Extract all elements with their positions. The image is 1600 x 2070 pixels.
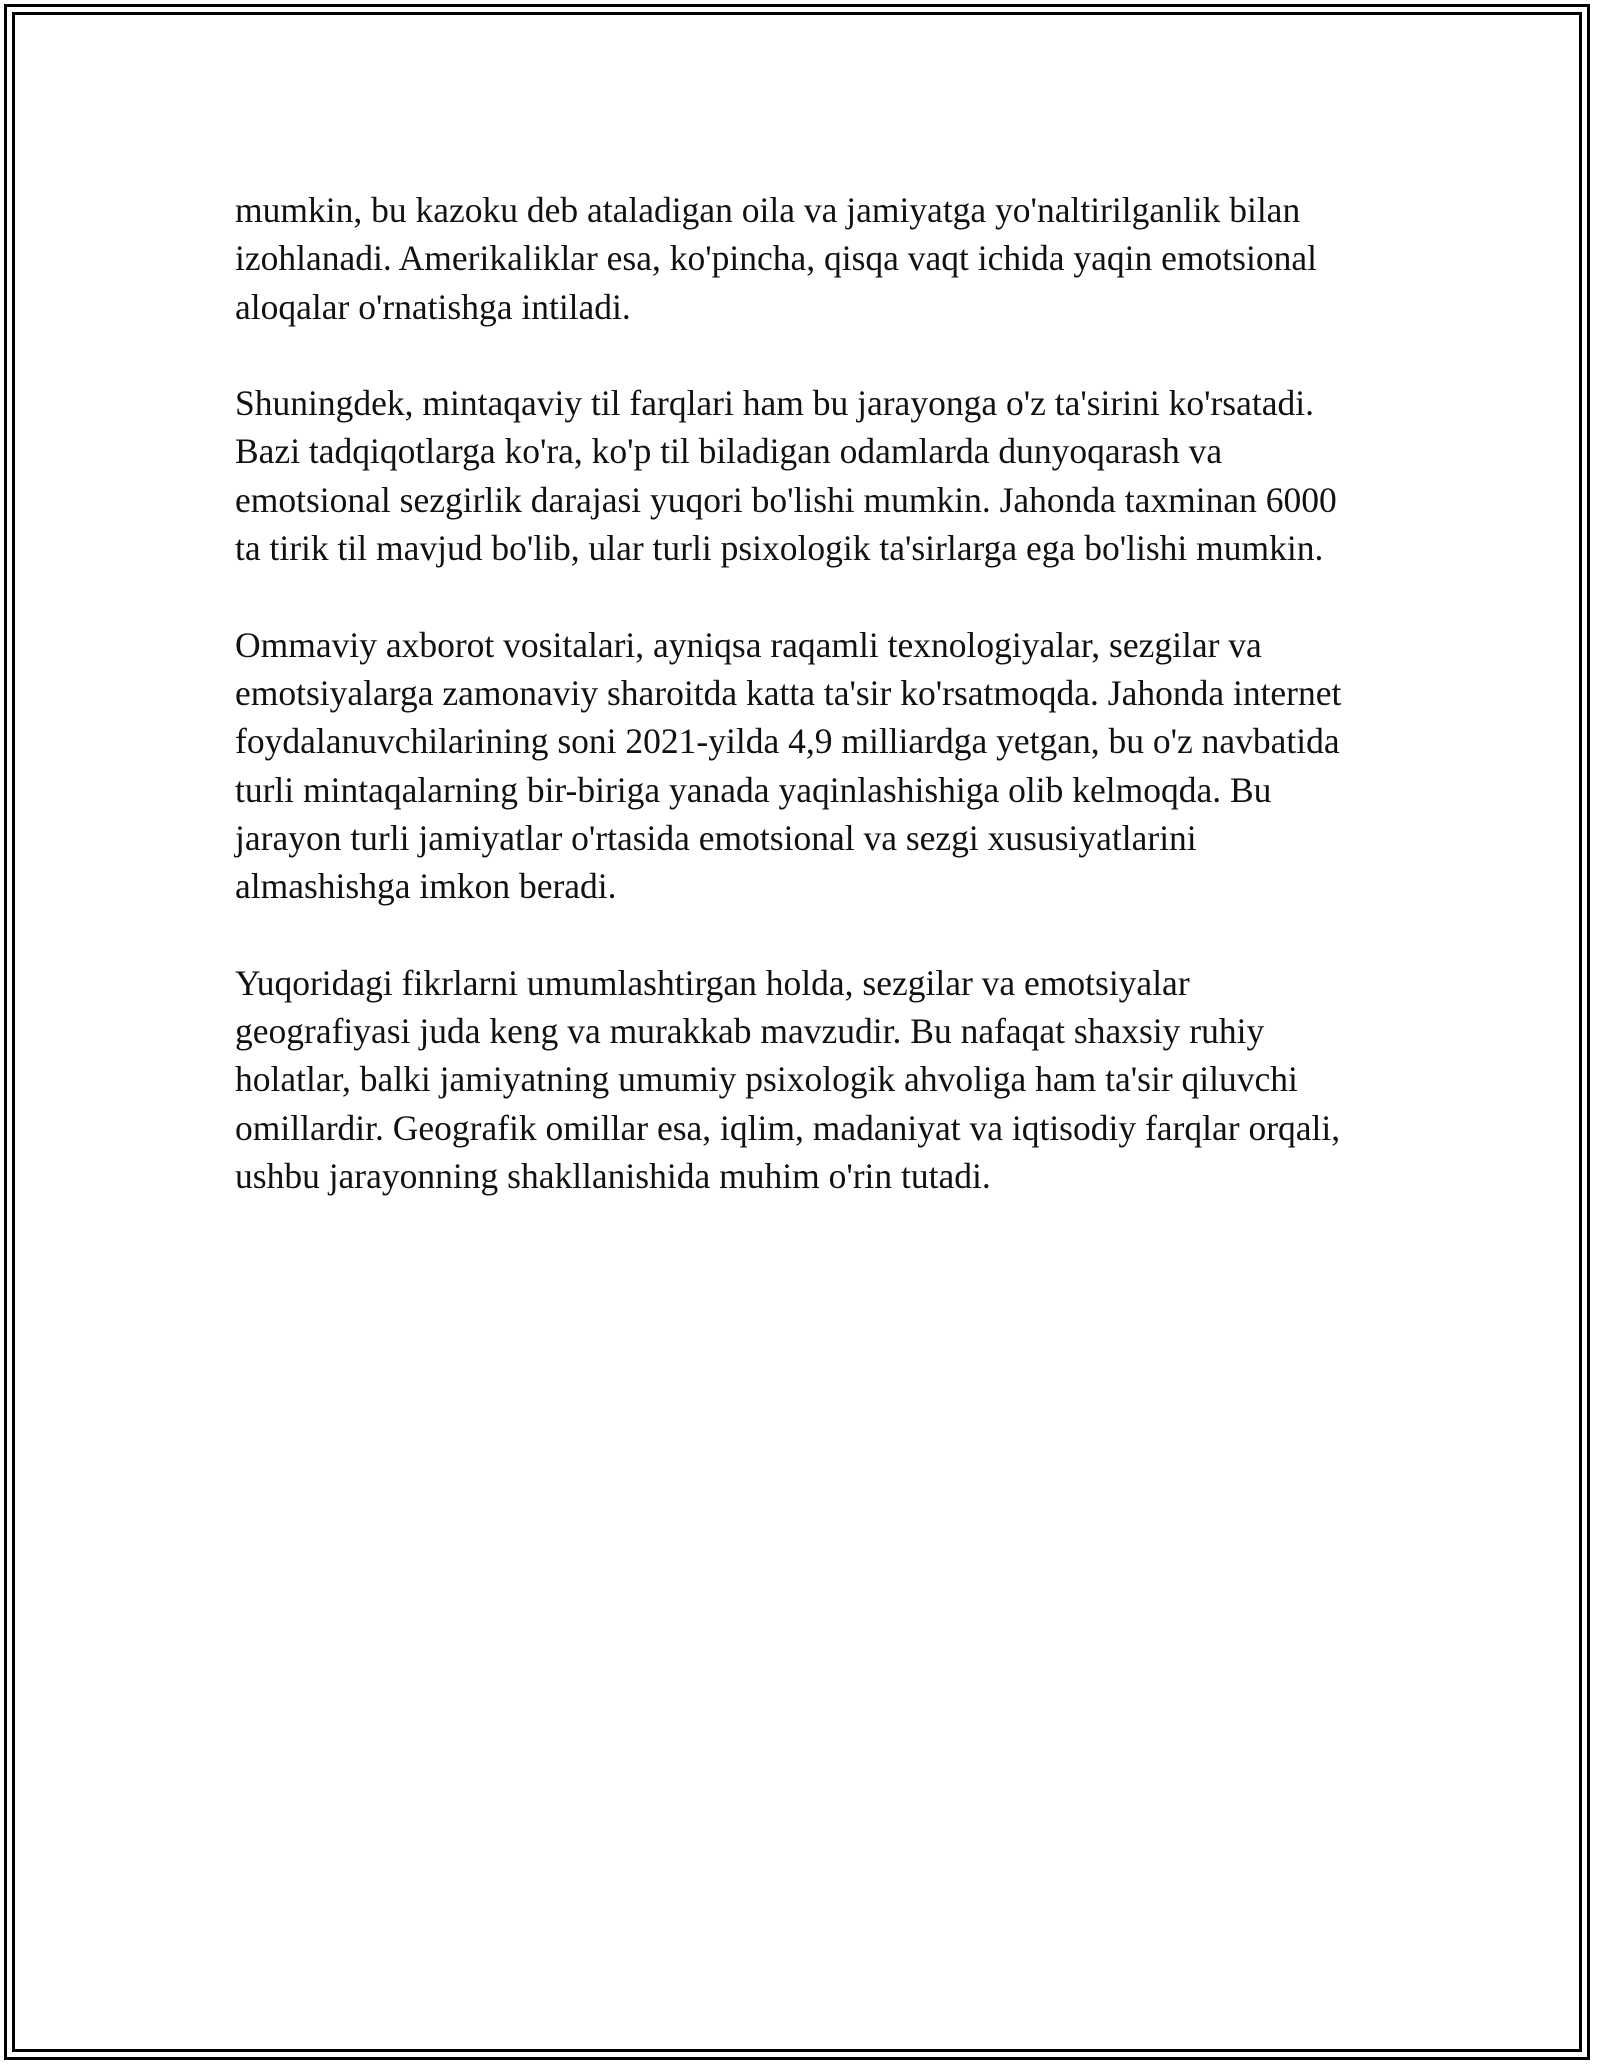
paragraph-4: Yuqoridagi fikrlarni umumlashtirgan holda, sezgilar va emotsiyalar geografiyasi juda keng va murakkab mavzudir. Bu nafaqat shaxsiy ruhiy holatlar, balki jamiyatning umumiy psixologik ahvoliga ham ta'sir qiluvchi omillardir. Geografik omillar esa, iqlim, madaniyat va iqtisodiy farqlar orqali, ushbu jarayonning shakllanishida muhim o'rin tutadi.: [235, 962, 1341, 1196]
document-body: [235, 186, 1365, 1249]
paragraph-3: Ommaviy axborot vositalari, ayniqsa raqamli texnologiyalar, sezgilar va emotsiyalarga zamonaviy sharoitda katta ta'sir ko'rsatmoqda. Jahonda internet foydalanuvchilarining soni 2021-yilda 4,9 milliardga yetgan, bu o'z navbatida turli mintaqalarning bir-biriga yanada yaqinlashishiga olib kelmoqda. Bu jarayon turli jamiyatlar o'rtasida emotsional va sezgi xususiyatlarini almashishga imkon beradi.: [235, 624, 1342, 907]
paragraph-1: mumkin, bu kazoku deb ataladigan oila va jamiyatga yo'naltirilganlik bilan izohlanadi. Amerikaliklar esa, ko'pincha, qisqa vaqt ichida yaqin emotsional aloqalar o'rnatishga intiladi.: [235, 190, 1317, 327]
paragraph-2: Shuningdek, mintaqaviy til farqlari ham bu jarayonga o'z ta'sirini ko'rsatadi. Bazi tadqiqotlarga ko'ra, ko'p til biladigan odamlarda dunyoqarash va emotsional sezgirlik darajasi yuqori bo'lishi mumkin. Jahonda taxminan 6000 ta tirik til mavjud bo'lib, ular turli psixologik ta'sirlarga ega bo'lishi mumkin.: [235, 383, 1337, 569]
